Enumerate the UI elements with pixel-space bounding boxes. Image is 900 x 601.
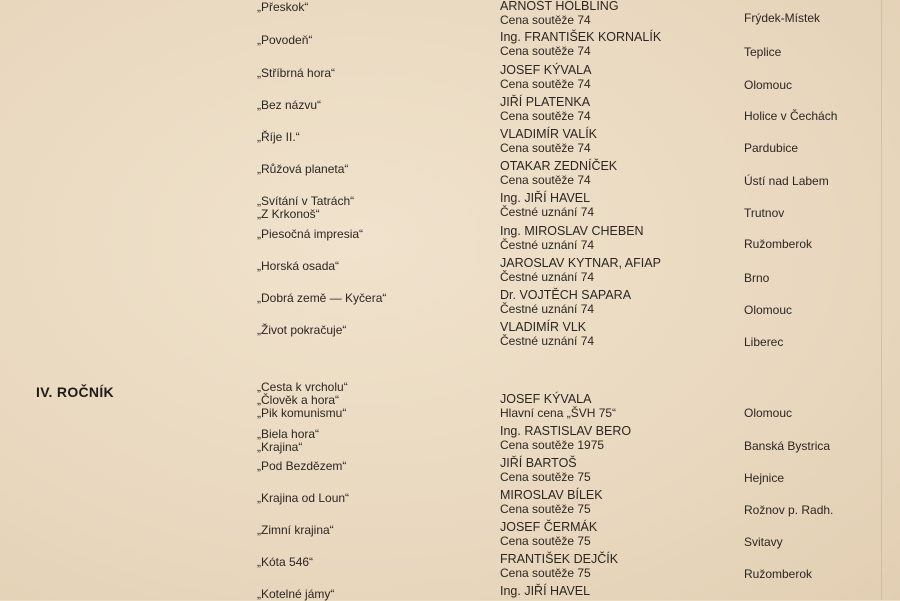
city-name: Holice v Čechách: [744, 109, 838, 123]
award-text: Cena soutěže 75: [500, 502, 591, 516]
photo-title: „Přeskok“: [257, 0, 309, 14]
award-text: Hlavní cena „ŠVH 75“: [500, 406, 617, 420]
photo-titles: [257, 381, 348, 420]
photo-titles: [257, 524, 334, 537]
city-name: Teplice: [744, 45, 782, 59]
photo-titles: [257, 99, 321, 112]
photo-title: „Říje II.“: [257, 130, 300, 144]
photo-titles: [257, 228, 363, 241]
photo-title: „Svítání v Tatrách“: [257, 194, 355, 208]
photo-titles: [257, 260, 339, 273]
city-name: Ružomberok: [744, 567, 813, 581]
page-edge-line: [881, 0, 882, 600]
photo-titles: [257, 556, 313, 569]
city-name: Olomouc: [744, 303, 793, 317]
award-text: Cena soutěže 74: [500, 77, 591, 91]
photo-title: „Krajina“: [257, 440, 303, 454]
author-name: Ing. FRANTIŠEK KORNALÍK: [500, 30, 662, 44]
photo-titles: [257, 460, 346, 473]
author-name: FRANTIŠEK DEJČÍK: [500, 552, 619, 566]
city-name: Ružomberok: [744, 237, 813, 251]
photo-title: „Krajina od Loun“: [257, 491, 350, 505]
city-name: Rožnov p. Radh.: [744, 503, 834, 517]
photo-title: „Horská osada“: [257, 259, 340, 273]
author-name: JOSEF ČERMÁK: [500, 520, 598, 534]
photo-title: „Dobrá země — Kyčera“: [257, 291, 387, 305]
photo-title: „Stříbrná hora“: [257, 66, 336, 80]
award-text: Cena soutěže 1975: [500, 438, 605, 452]
city-name: Frýdek-Místek: [744, 11, 821, 25]
city-name: Hejnice: [744, 471, 785, 485]
award-text: Cena soutěže 74: [500, 13, 591, 27]
photo-title: „Kotelné jámy“: [257, 587, 335, 601]
award-text: Čestné uznání 74: [500, 302, 595, 316]
author-name: MIROSLAV BÍLEK: [500, 488, 603, 502]
author-name: Ing. MIROSLAV CHEBEN: [500, 224, 644, 238]
award-text: Čestné uznání 74: [500, 270, 595, 284]
city-name: Ústí nad Labem: [744, 174, 829, 188]
city-name: Pardubice: [744, 141, 799, 155]
author-name: VLADIMÍR VLK: [500, 320, 587, 334]
photo-titles: [257, 195, 354, 221]
city-name: Svitavy: [744, 535, 783, 549]
award-text: Cena soutěže 74: [500, 44, 591, 58]
photo-title: „Bez názvu“: [257, 98, 322, 112]
photo-titles: [257, 588, 334, 601]
photo-titles: [257, 67, 335, 80]
award-text: Cena soutěže 74: [500, 141, 591, 155]
author-name: Ing. JIŘÍ HAVEL: [500, 191, 591, 205]
photo-title: „Z Krkonoš“: [257, 207, 320, 221]
award-text: Čestné uznání 74: [500, 238, 595, 252]
city-name: Olomouc: [744, 406, 793, 420]
award-text: Čestné uznání 74: [500, 334, 595, 348]
author-name: JAROSLAV KYTNAR, AFIAP: [500, 256, 661, 270]
photo-title: „Cesta k vrcholu“: [257, 380, 348, 394]
photo-title: „Pik komunismu“: [257, 406, 347, 420]
photo-titles: [257, 34, 312, 47]
author-name: JIŘÍ BARTOŠ: [500, 456, 577, 470]
award-text: Cena soutěže 74: [500, 109, 591, 123]
photo-titles: [257, 492, 349, 505]
author-name: ARNOŠT HÖLBLING: [500, 0, 619, 13]
photo-title: „Kóta 546“: [257, 555, 314, 569]
photo-title: „Život pokračuje“: [257, 323, 347, 337]
photo-title: „Biela hora“: [257, 427, 320, 441]
city-name: Trutnov: [744, 206, 785, 220]
city-name: Banská Bystrica: [744, 439, 831, 453]
award-text: Cena soutěže 75: [500, 534, 591, 548]
photo-titles: [257, 131, 300, 144]
award-text: Cena soutěže 75: [500, 470, 591, 484]
photo-titles: [257, 428, 319, 454]
photo-titles: [257, 292, 386, 305]
author-name: JOSEF KÝVALA: [500, 63, 592, 77]
award-text: Cena soutěže 75: [500, 566, 591, 580]
photo-titles: [257, 163, 348, 176]
photo-title: „Pod Bezdězem“: [257, 459, 347, 473]
author-name: Ing. RASTISLAV BERO: [500, 424, 632, 438]
photo-titles: [257, 324, 346, 337]
city-name: Liberec: [744, 335, 784, 349]
author-name: VLADIMÍR VALÍK: [500, 127, 598, 141]
author-name: Ing. JIŘÍ HAVEL: [500, 584, 591, 598]
photo-title: „Zimní krajina“: [257, 523, 334, 537]
photo-title: „Povodeň“: [257, 33, 313, 47]
city-name: Brno: [744, 271, 770, 285]
photo-title: „Růžová planeta“: [257, 162, 349, 176]
city-name: Olomouc: [744, 78, 793, 92]
author-name: JIŘÍ PLATENKA: [500, 95, 591, 109]
photo-titles: [257, 1, 308, 14]
author-name: OTAKAR ZEDNÍČEK: [500, 159, 618, 173]
award-text: Čestné uznání 74: [500, 205, 595, 219]
author-name: Dr. VOJTĚCH SAPARA: [500, 288, 632, 302]
award-text: Cena soutěže 74: [500, 173, 591, 187]
photo-title: „Člověk a hora“: [257, 393, 340, 407]
photo-title: „Piesočná impresia“: [257, 227, 364, 241]
author-name: JOSEF KÝVALA: [500, 392, 592, 406]
section-heading: IV. ROČNÍK: [36, 384, 114, 400]
